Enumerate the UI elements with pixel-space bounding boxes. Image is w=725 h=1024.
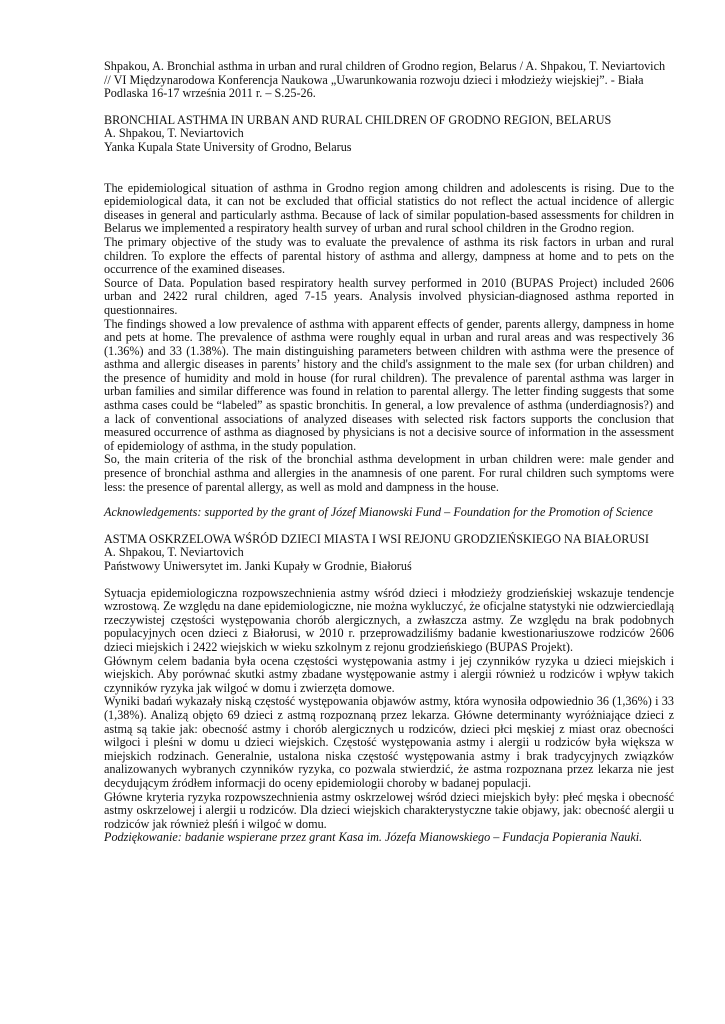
english-acknowledgements: Acknowledgements: supported by the grant of Józef Mianowski Fund – Foundation for the Promotion of Science xyxy=(104,505,653,520)
polish-paragraph: Sytuacja epidemiologiczna rozpowszechnienia astmy wśród dzieci i młodzieży grodzieńskiej wskazuje tendencje wzrostową. Ze względu na dane epidemiologiczne, nie można wykluczyć, że oficjalne statystyki nie odzwierciedlają rzeczywistej częstości występowania chorób alergicznych, a zwłaszcza astmy. Ze względu na brak podobnych populacyjnych ocen dzieci z Białorusi, w 2010 r. przeprowadziliśmy badanie kwestionariuszowe rodziców 2606 dzieci miejskich i 2422 wiejskich w wieku szkolnym z rejonu grodzieńskiego (BUPAS Projekt). xyxy=(104,585,674,654)
english-paragraph: The findings showed a low prevalence of asthma with apparent effects of gender, parents allergy, dampness in home and pets at home. The prevalence of asthma were roughly equal in urban and rural areas and was respectively 36 (1.36%) and 33 (1.38%). The main distinguishing parameters between children with asthma were the presence of asthma and allergic diseases in parents’ history and the child's assignment to the male sex (for urban children) and the presence of humidity and mold in house (for rural children). The prevalence of parental asthma was larger in urban families and similar difference was found in relation to parental allergy. The letter finding suggests that some asthma cases could be “labeled” as spastic bronchitis. In general, a low prevalence of asthma (underdiagnosis?) and a lack of conventional associations of analyzed diseases with selected risk factors supports the conclusion that measured occurrence of asthma as diagnosed by physicians is not a decisive source of information in the assessment of epidemiology of asthma, in the study population. xyxy=(104,316,674,453)
document-page xyxy=(104,60,674,845)
english-authors: A. Shpakou, T. Neviartovich xyxy=(104,126,244,141)
polish-abstract xyxy=(104,533,674,845)
english-affiliation: Yanka Kupala State University of Grodno, Belarus xyxy=(104,139,352,154)
polish-affiliation: Państwowy Uniwersytet im. Janki Kupały w Grodnie, Białoruś xyxy=(104,559,412,573)
english-paragraph: The epidemiological situation of asthma in Grodno region among children and adolescents is rising. Due to the epidemiological data, it can not be excluded that official statistics do not reflect the actual incidence of allergic diseases in general and particularly asthma. Because of lack of similar population-based assessments for children in Belarus we implemented a respiratory health survey of urban and rural school children in the Grodno region. xyxy=(104,180,674,236)
english-paragraph: So, the main criteria of the risk of the bronchial asthma development in urban children were: male gender and presence of bronchial asthma and allergies in the anamnesis of one parent. For rural children such symptoms were less: the presence of parental allergy, as well as mold and dampness in the house. xyxy=(104,452,674,494)
polish-title: ASTMA OSKRZELOWA WŚRÓD DZIECI MIASTA I WSI REJONU GRODZIEŃSKIEGO NA BIAŁORUSI xyxy=(104,531,649,546)
polish-paragraph: Głównym celem badania była ocena częstości występowania astmy i jej czynników ryzyka u dzieci miejskich i wiejskich. Aby porównać skutki astmy zbadane występowanie astmy i alergii również u rodziców i wpływ takich czynników ryzyka jak wilgoć w domu i zwierzęta domowe. xyxy=(104,653,674,695)
polish-authors: A. Shpakou, T. Neviartovich xyxy=(104,545,244,560)
english-paragraph: Source of Data. Population based respiratory health survey performed in 2010 (BUPAS Project) included 2606 urban and 2422 rural children, aged 7-15 years. Analysis involved physician-diagnosed asthma reported in questionnaires. xyxy=(104,275,674,317)
citation: Shpakou, A. Bronchial asthma in urban and rural children of Grodno region, Belarus / A. Shpakou, T. Neviartovich // VI Międzynarodowa Konferencja Naukowa „Uwarunkowania rozwoju dzieci i młodzieży wiejskiej”. - Biała Podlaska 16-17 września 2011 r. – S.25-26. xyxy=(104,59,666,101)
english-paragraph: The primary objective of the study was to evaluate the prevalence of asthma its risk factors in urban and rural children. To explore the effects of parental history of asthma and allergy, dampness at home and to pets on the occurrence of the examined diseases. xyxy=(104,234,674,277)
english-abstract xyxy=(104,114,674,520)
polish-paragraph: Wyniki badań wykazały niską częstość występowania objawów astmy, która wynosiła odpowiednio 36 (1,36%) i 33 (1,38%). Analizą objęto 69 dzieci z astmą rozpoznaną przez lekarza. Główne determinanty wyróżniające dzieci z astmą są takie jak: obecność astmy i chorób alergicznych u rodziców, dzieci płci męskiej z miast oraz obecności wilgoci i pleśni w domu u dzieci wiejskich. Częstość występowania astmy i alergii u rodziców była większa w miejskich rodzinach. Generalnie, ustalona niska częstość występowania astmy i brak tradycyjnych związków analizowanych wybranych czynników ryzyka, co pozwala stwierdzić, że astma rozpoznana przez lekarza nie jest decydującym źródłem informacji do oceny epidemiologii choroby w badanej populacji. xyxy=(104,694,674,790)
polish-acknowledgements: Podziękowanie: badanie wspierane przez grant Kasa im. Józefa Mianowskiego – Fundacja Popierania Nauki. xyxy=(104,830,643,845)
english-title: BRONCHIAL ASTHMA IN URBAN AND RURAL CHILDREN OF GRODNO REGION, BELARUS xyxy=(104,112,612,127)
polish-paragraph: Główne kryteria ryzyka rozpowszechnienia astmy oskrzelowej wśród dzieci miejskich były: płeć męska i obecność astmy oskrzelowej i alergii u rodziców. Dla dzieci wiejskich charakterystyczne takie objawy, jak: obecność alergii u rodziców jak również pleśń i wilgoć w domu. xyxy=(104,789,674,831)
